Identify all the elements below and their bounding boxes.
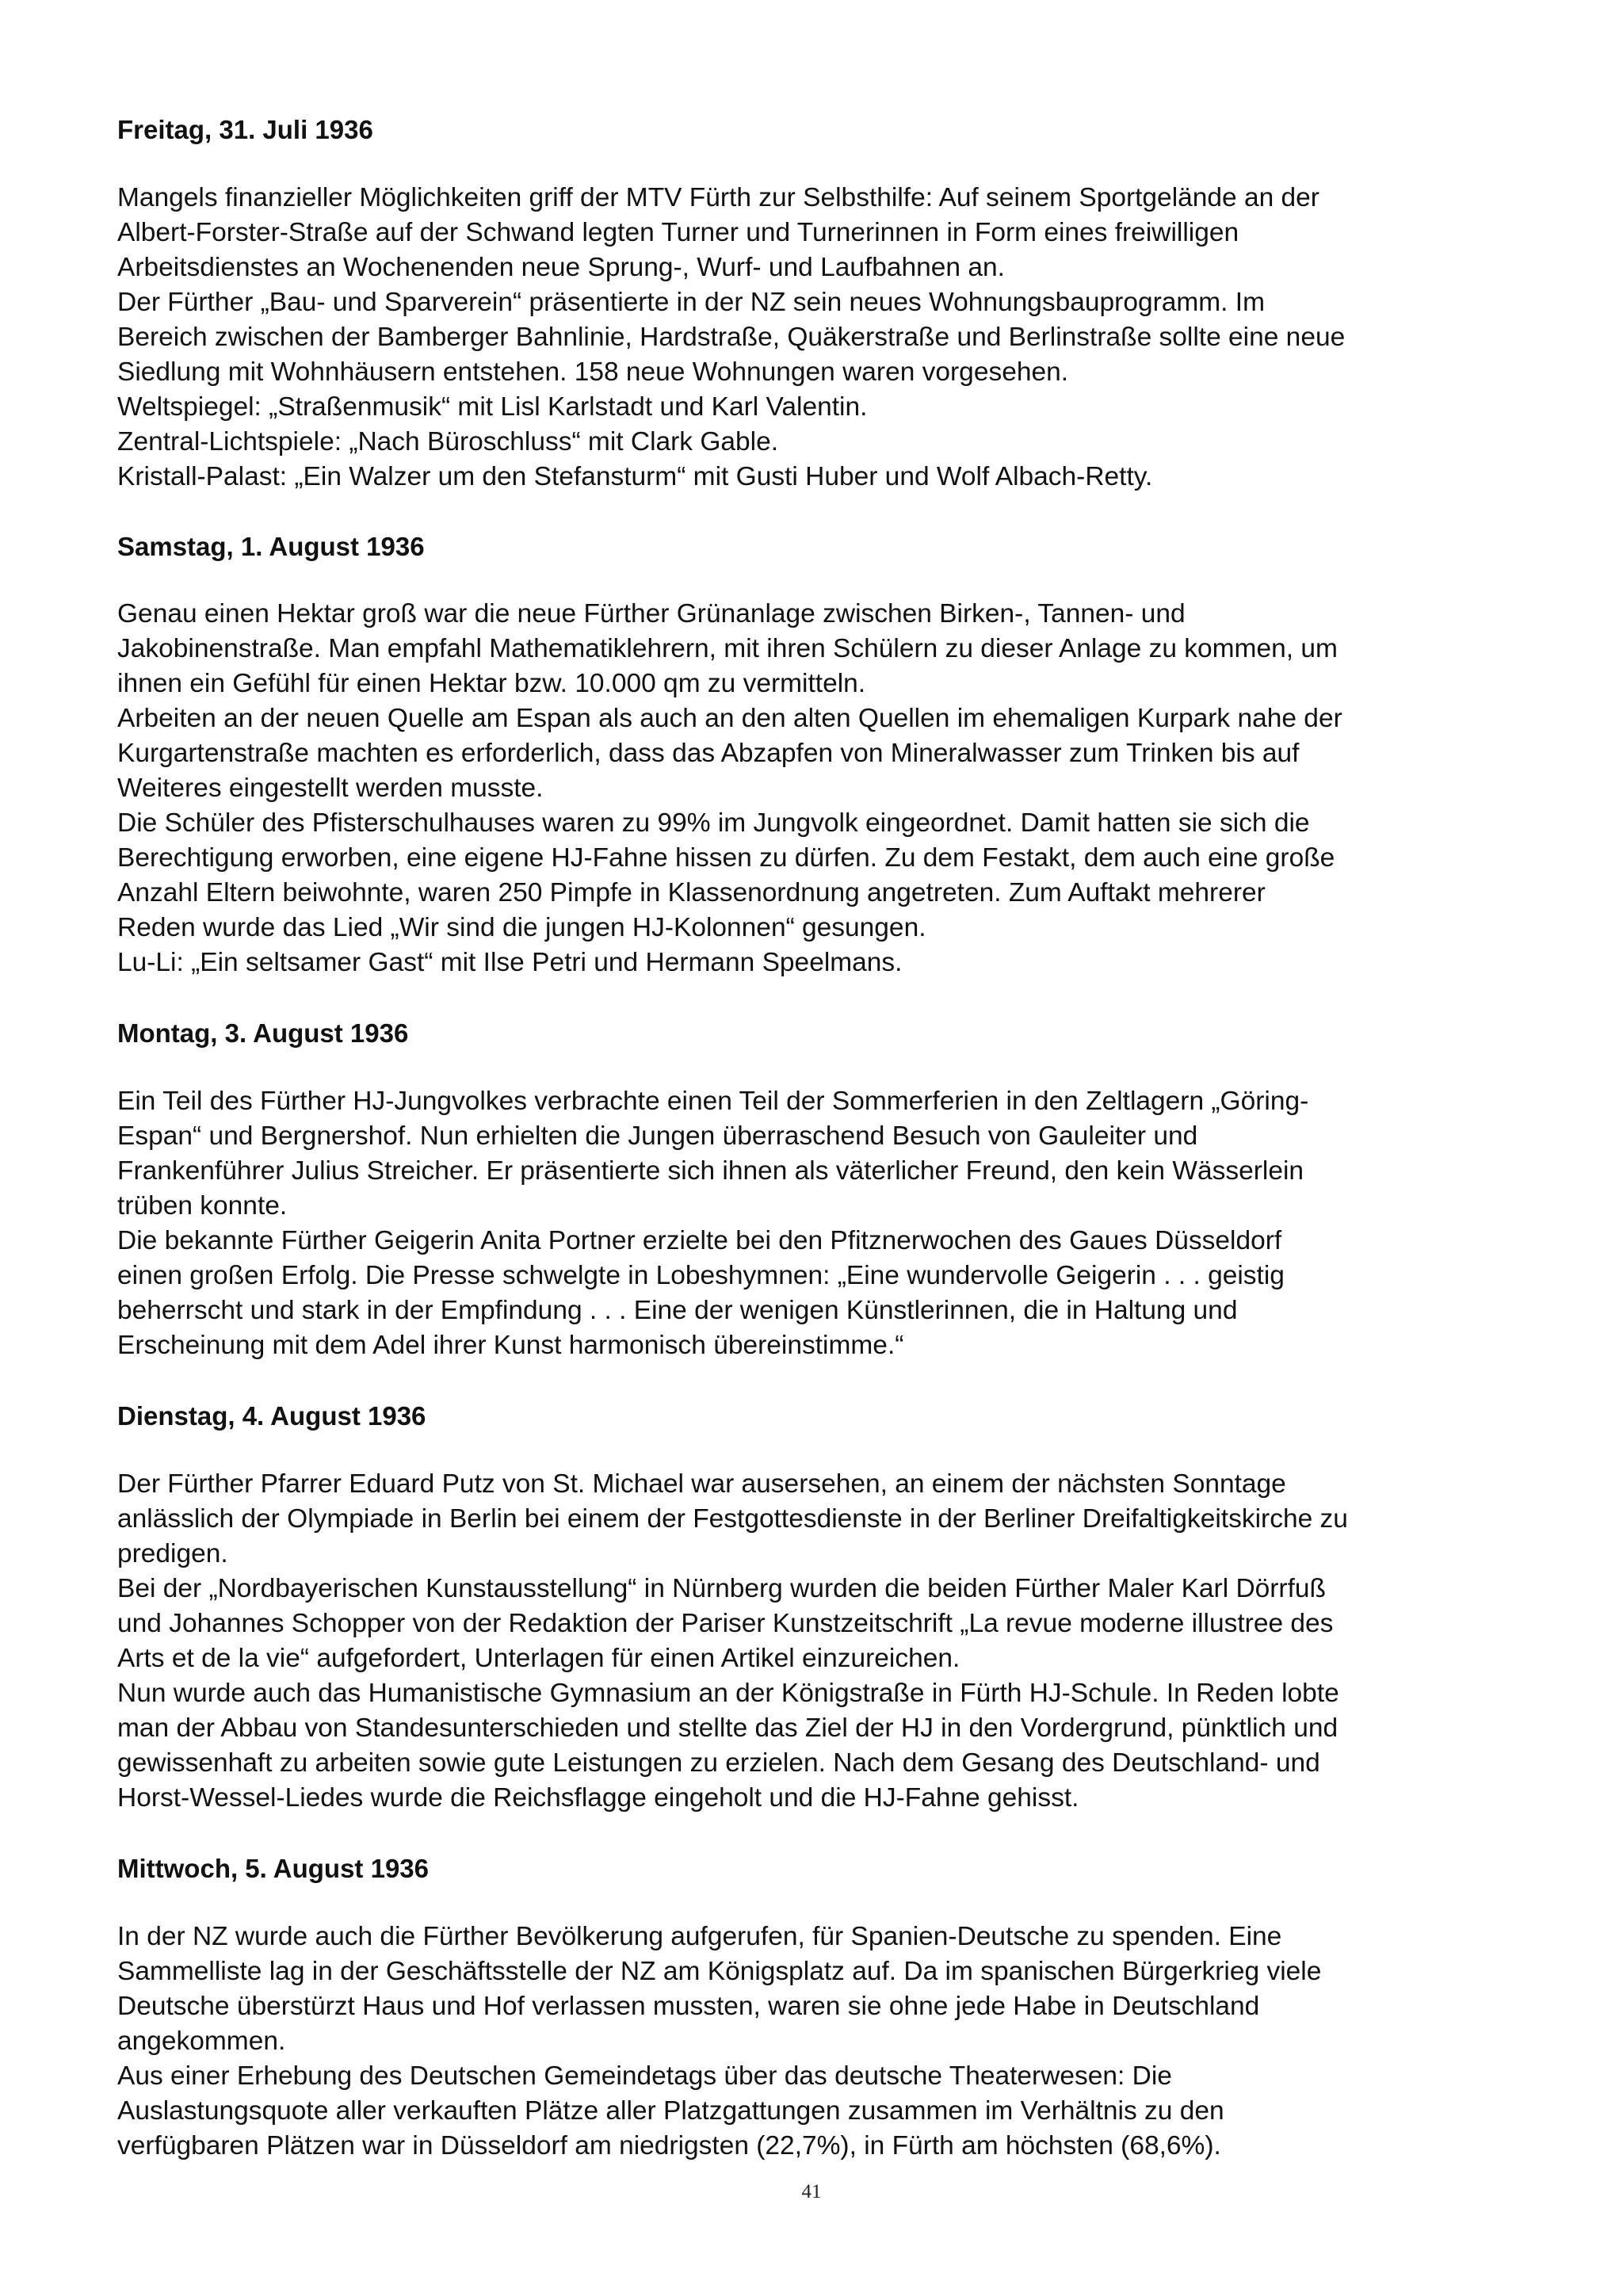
text-line: Bereich zwischen der Bamberger Bahnlinie, Hardstraße, Quäkerstraße und Berlinstraße sollte eine neue — [117, 323, 1346, 352]
text-line: Kurgartenstraße machten es erforderlich, dass das Abzapfen von Mineralwasser zum Trinken bis auf — [117, 739, 1300, 768]
text-line: Lu-Li: „Ein seltsamer Gast“ mit Ilse Petri und Hermann Speelmans. — [117, 948, 903, 977]
text-line: Reden wurde das Lied „Wir sind die jungen HJ-Kolonnen“ gesungen. — [117, 913, 926, 942]
section-body — [117, 1467, 1528, 1816]
section-heading: Samstag, 1. August 1936 — [117, 532, 425, 561]
text-line: Jakobinenstraße. Man empfahl Mathematiklehrern, mit ihren Schülern zu dieser Anlage zu kommen, um — [117, 634, 1338, 663]
section-heading: Freitag, 31. Juli 1936 — [117, 115, 373, 144]
text-line: Nun wurde auch das Humanistische Gymnasium an der Königstraße in Fürth HJ-Schule. In Reden lobte — [117, 1679, 1339, 1708]
section-heading: Montag, 3. August 1936 — [117, 1018, 409, 1048]
text-line: Bei der „Nordbayerischen Kunstausstellung“ in Nürnberg wurden die beiden Fürther Maler Karl Dörrfuß — [117, 1574, 1326, 1603]
page-number: 41 — [801, 2181, 822, 2202]
text-line: Deutsche überstürzt Haus und Hof verlassen mussten, waren sie ohne jede Habe in Deutschland — [117, 1992, 1260, 2021]
text-line: Weltspiegel: „Straßenmusik“ mit Lisl Karlstadt und Karl Valentin. — [117, 392, 868, 422]
text-line: Ein Teil des Fürther HJ-Jungvolkes verbrachte einen Teil der Sommerferien in den Zeltlagern „Göring- — [117, 1087, 1309, 1116]
text-line: Mangels finanzieller Möglichkeiten griff der MTV Fürth zur Selbsthilfe: Auf seinem Sportgelände an der — [117, 183, 1319, 212]
text-line: Albert-Forster-Straße auf der Schwand legten Turner und Turnerinnen in Form eines freiwilligen — [117, 218, 1239, 247]
section-heading: Mittwoch, 5. August 1936 — [117, 1854, 430, 1883]
text-line: Sammelliste lag in der Geschäftsstelle der NZ am Königsplatz auf. Da im spanischen Bürgerkrieg viele — [117, 1957, 1322, 1986]
text-line: ihnen ein Gefühl für einen Hektar bzw. 10.000 qm zu vermitteln. — [117, 669, 866, 698]
text-line: Zentral-Lichtspiele: „Nach Büroschluss“ mit Clark Gable. — [117, 427, 779, 457]
text-line: Kristall-Palast: „Ein Walzer um den Stefansturm“ mit Gusti Huber und Wolf Albach-Retty. — [117, 462, 1153, 491]
text-line: und Johannes Schopper von der Redaktion der Pariser Kunstzeitschrift „La revue moderne illustree des — [117, 1609, 1334, 1638]
text-line: Genau einen Hektar groß war die neue Fürther Grünanlage zwischen Birken-, Tannen- und — [117, 599, 1186, 628]
section-body — [117, 597, 1528, 980]
text-line: verfügbaren Plätzen war in Düsseldorf am niedrigsten (22,7%), in Fürth am höchsten (68,6%). — [117, 2131, 1221, 2160]
section-body — [117, 1084, 1528, 1363]
text-line: anlässlich der Olympiade in Berlin bei einem der Festgottesdienste in der Berliner Dreifaltigkeitskirche zu — [117, 1504, 1348, 1534]
text-line: angekommen. — [117, 2027, 286, 2056]
text-line: Die bekannte Fürther Geigerin Anita Portner erzielte bei den Pfitznerwochen des Gaues Düsseldorf — [117, 1226, 1282, 1255]
text-line: Horst-Wessel-Liedes wurde die Reichsflagge eingeholt und die HJ-Fahne gehisst. — [117, 1783, 1079, 1813]
text-line: predigen. — [117, 1539, 228, 1568]
text-line: Frankenführer Julius Streicher. Er präsentierte sich ihnen als väterlicher Freund, den kein Wässerlein — [117, 1156, 1304, 1186]
text-line: Der Fürther Pfarrer Eduard Putz von St. Michael war ausersehen, an einem der nächsten Sonntage — [117, 1469, 1286, 1499]
text-line: trüben konnte. — [117, 1191, 288, 1221]
text-line: Der Fürther „Bau- und Sparverein“ präsentierte in der NZ sein neues Wohnungsbauprogramm. Im — [117, 288, 1266, 317]
text-line: Berechtigung erworben, eine eigene HJ-Fahne hissen zu dürfen. Zu dem Festakt, dem auch eine große — [117, 843, 1335, 873]
text-line: Erscheinung mit dem Adel ihrer Kunst harmonisch übereinstimme.“ — [117, 1331, 904, 1360]
text-line: Aus einer Erhebung des Deutschen Gemeindetags über das deutsche Theaterwesen: Die — [117, 2061, 1172, 2091]
section-heading: Dienstag, 4. August 1936 — [117, 1401, 426, 1431]
text-line: Anzahl Eltern beiwohnte, waren 250 Pimpfe in Klassenordnung angetreten. Zum Auftakt mehrerer — [117, 878, 1266, 907]
text-line: beherrscht und stark in der Empfindung . . . Eine der wenigen Künstlerinnen, die in Haltung und — [117, 1296, 1238, 1325]
text-line: Arts et de la vie“ aufgefordert, Unterlagen für einen Artikel einzureichen. — [117, 1644, 960, 1673]
text-line: Arbeiten an der neuen Quelle am Espan als auch an den alten Quellen im ehemaligen Kurpark nahe der — [117, 704, 1342, 733]
text-line: man der Abbau von Standesunterschieden und stellte das Ziel der HJ in den Vordergrund, pünktlich und — [117, 1713, 1338, 1743]
text-line: gewissenhaft zu arbeiten sowie gute Leistungen zu erzielen. Nach dem Gesang des Deutschland- und — [117, 1748, 1320, 1778]
text-line: Auslastungsquote aller verkauften Plätze aller Platzgattungen zusammen im Verhältnis zu den — [117, 2096, 1224, 2126]
text-line: Weiteres eingestellt werden musste. — [117, 774, 544, 803]
text-line: Siedlung mit Wohnhäusern entstehen. 158 neue Wohnungen waren vorgesehen. — [117, 357, 1069, 387]
section-body — [117, 1920, 1528, 2164]
text-line: einen großen Erfolg. Die Presse schwelgte in Lobeshymnen: „Eine wundervolle Geigerin . . . geistig — [117, 1261, 1285, 1290]
section-body — [117, 181, 1528, 495]
text-line: Espan“ und Bergnershof. Nun erhielten die Jungen überraschend Besuch von Gauleiter und — [117, 1121, 1198, 1151]
text-line: Die Schüler des Pfisterschulhauses waren zu 99% im Jungvolk eingeordnet. Damit hatten sie sich die — [117, 808, 1310, 838]
text-line: In der NZ wurde auch die Fürther Bevölkerung aufgerufen, für Spanien-Deutsche zu spenden. Eine — [117, 1922, 1282, 1951]
text-line: Arbeitsdienstes an Wochenenden neue Sprung-, Wurf- und Laufbahnen an. — [117, 253, 1005, 282]
